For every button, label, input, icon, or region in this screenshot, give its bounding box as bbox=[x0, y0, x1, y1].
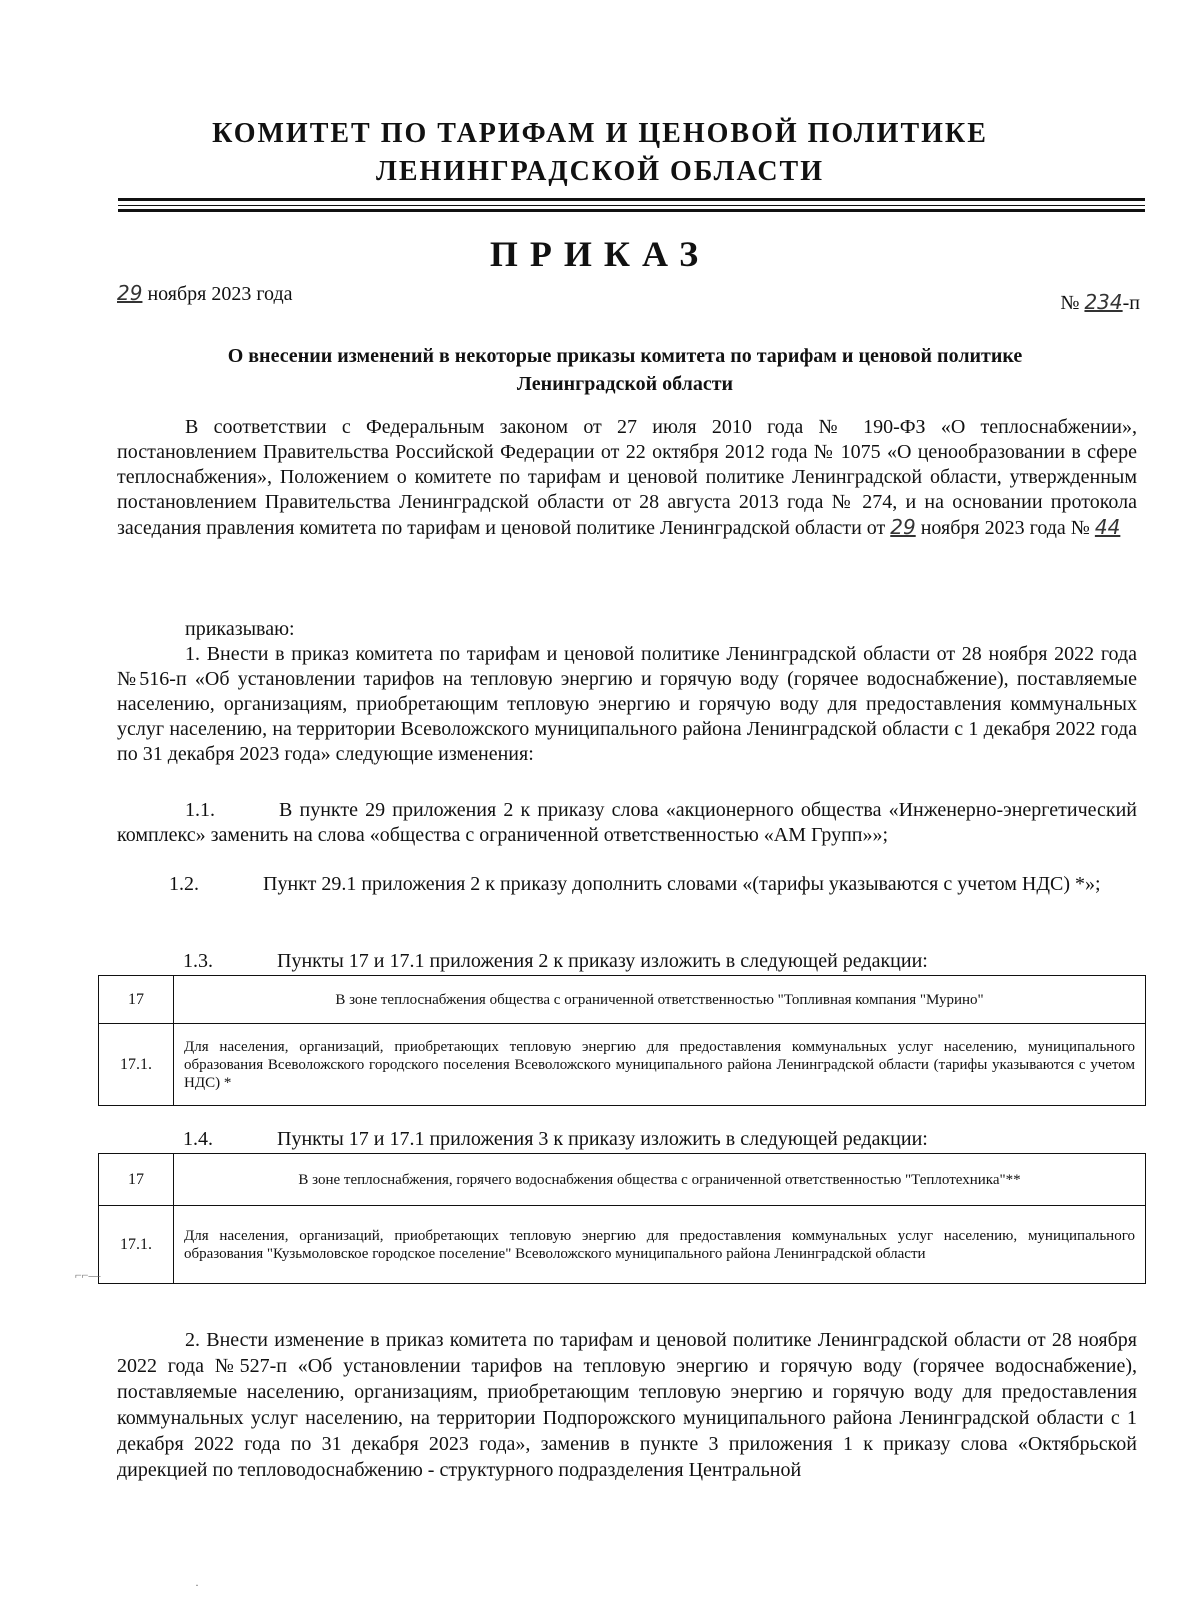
subject-line-1: О внесении изменений в некоторые приказы комитета по тарифам и ценовой политике bbox=[227, 345, 1023, 367]
date-rest: ноября 2023 года bbox=[142, 283, 293, 305]
preamble-paragraph bbox=[117, 415, 1137, 541]
item-1-4-text: Пункты 17 и 17.1 приложения 3 к приказу изложить в следующей редакции: bbox=[277, 1128, 928, 1150]
item-1-2-number: 1.2. bbox=[169, 873, 199, 895]
item-1-4-number: 1.4. bbox=[183, 1128, 213, 1150]
handwritten-number: 234 bbox=[1084, 290, 1123, 314]
item-1-3-heading bbox=[183, 950, 928, 973]
org-line-1: КОМИТЕТ ПО ТАРИФАМ И ЦЕНОВОЙ ПОЛИТИКЕ bbox=[212, 118, 988, 149]
table-row bbox=[99, 1024, 1146, 1106]
row-number: 17.1. bbox=[99, 1206, 174, 1284]
handwritten-protocol-day: 29 bbox=[890, 515, 916, 539]
item-1-4-table bbox=[98, 1153, 1146, 1284]
handwritten-protocol-number: 44 bbox=[1094, 515, 1121, 539]
item-1-2-text: Пункт 29.1 приложения 2 к приказу дополнить словами «(тарифы указываются с учетом НДС) *»; bbox=[263, 873, 1101, 895]
number-prefix: № bbox=[1060, 292, 1085, 314]
order-number bbox=[1060, 290, 1140, 315]
item-1-1-number: 1.1. bbox=[185, 799, 215, 821]
item-1-1-text: В пункте 29 приложения 2 к приказу слова «акционерного общества «Инженерно-энергетический комплекс» заменить на слова «общества с ограниченной ответственностью «АМ Групп»»; bbox=[117, 799, 1137, 846]
scan-mark: · bbox=[195, 1578, 199, 1592]
table-row bbox=[99, 1206, 1146, 1284]
preamble-text-cont: ноября 2023 года № bbox=[915, 517, 1095, 539]
order-date bbox=[117, 281, 293, 306]
scan-mark: ⌐⌐— bbox=[75, 1268, 101, 1282]
subject-line-2: Ленинградской области bbox=[516, 373, 734, 395]
row-text: В зоне теплоснабжения, горячего водоснабжения общества с ограниченной ответственностью "Теплотехника"** bbox=[174, 1154, 1146, 1206]
item-1-1-paragraph bbox=[117, 798, 1137, 848]
order-subject bbox=[130, 342, 1120, 398]
item-1-3-table bbox=[98, 975, 1146, 1106]
row-number: 17.1. bbox=[99, 1024, 174, 1106]
document-type-title: ПРИКАЗ bbox=[489, 234, 711, 274]
preamble-text: В соответствии с Федеральным законом от 27 июля 2010 года № 190-ФЗ «О теплоснабжении», постановлением Правительства Российской Федерации от 22 октября 2012 года № 1075 «О ценообразовании в сфере теплоснабжения», Положением о комитете по тарифам и ценовой политике Ленинградской области, утвержденным постановлением Правительства Ленинградской области от 28 августа 2013 года № 274, и на основании протокола заседания правления комитета по тарифам и ценовой политике Ленинградской области от bbox=[117, 416, 1137, 539]
order-word: приказываю: bbox=[185, 618, 295, 640]
number-suffix: -п bbox=[1122, 292, 1140, 314]
item-1-2-paragraph bbox=[117, 872, 1137, 897]
organization-name bbox=[120, 115, 1080, 191]
handwritten-day: 29 bbox=[117, 281, 143, 305]
item-1-paragraph: 1. Внести в приказ комитета по тарифам и ценовой политике Ленинградской области от 28 ноября 2022 года №516-п «Об установлении тарифов на тепловую энергию и горячую воду (горячее водоснабжение), поставляемые населению, организациям, приобретающим тепловую энергию и горячую воду для предоставления коммунальных услуг населению, на территории Всеволожского муниципального района Ленинградской области с 1 декабря 2022 года по 31 декабря 2023 года» следующие изменения: bbox=[117, 643, 1137, 765]
header-rule-top bbox=[118, 198, 1145, 201]
item-1-3-number: 1.3. bbox=[183, 950, 213, 972]
table-row bbox=[99, 1154, 1146, 1206]
header-rule-middle bbox=[118, 205, 1145, 206]
row-text: Для населения, организаций, приобретающих тепловую энергию для предоставления коммунальных услуг населению, муниципального образования Всеволожского городского поселения Всеволожского муниципального района Ленинградской области (тарифы указываются с учетом НДС) * bbox=[174, 1024, 1146, 1106]
table-row bbox=[99, 976, 1146, 1024]
header-rule-bottom bbox=[118, 209, 1145, 212]
item-1-4-heading bbox=[183, 1128, 928, 1151]
row-number: 17 bbox=[99, 976, 174, 1024]
row-text: Для населения, организаций, приобретающих тепловую энергию для предоставления коммунальных услуг населению, муниципального образования "Кузьмоловское городское поселение" Всеволожского муниципального района Ленинградской области bbox=[174, 1206, 1146, 1284]
item-1-3-text: Пункты 17 и 17.1 приложения 2 к приказу изложить в следующей редакции: bbox=[277, 950, 928, 972]
item-2-paragraph: 2. Внести изменение в приказ комитета по тарифам и ценовой политике Ленинградской области от 28 ноября 2022 года №527-п «Об установлении тарифов на тепловую энергию и горячую воду (горячее водоснабжение), поставляемые населению, организациям, приобретающим тепловую энергию и горячую воду для предоставления коммунальных услуг населению, на территории Подпорожского муниципального района Ленинградской области с 1 декабря 2022 года по 31 декабря 2023 года», заменив в пункте 3 приложения 1 к приказу слова «Октябрьской дирекцией по тепловодоснабжению - структурного подразделения Центральной bbox=[117, 1329, 1137, 1481]
org-line-2: ЛЕНИНГРАДСКОЙ ОБЛАСТИ bbox=[375, 156, 825, 187]
row-text: В зоне теплоснабжения общества с ограниченной ответственностью "Топливная компания "Мурино" bbox=[174, 976, 1146, 1024]
row-number: 17 bbox=[99, 1154, 174, 1206]
